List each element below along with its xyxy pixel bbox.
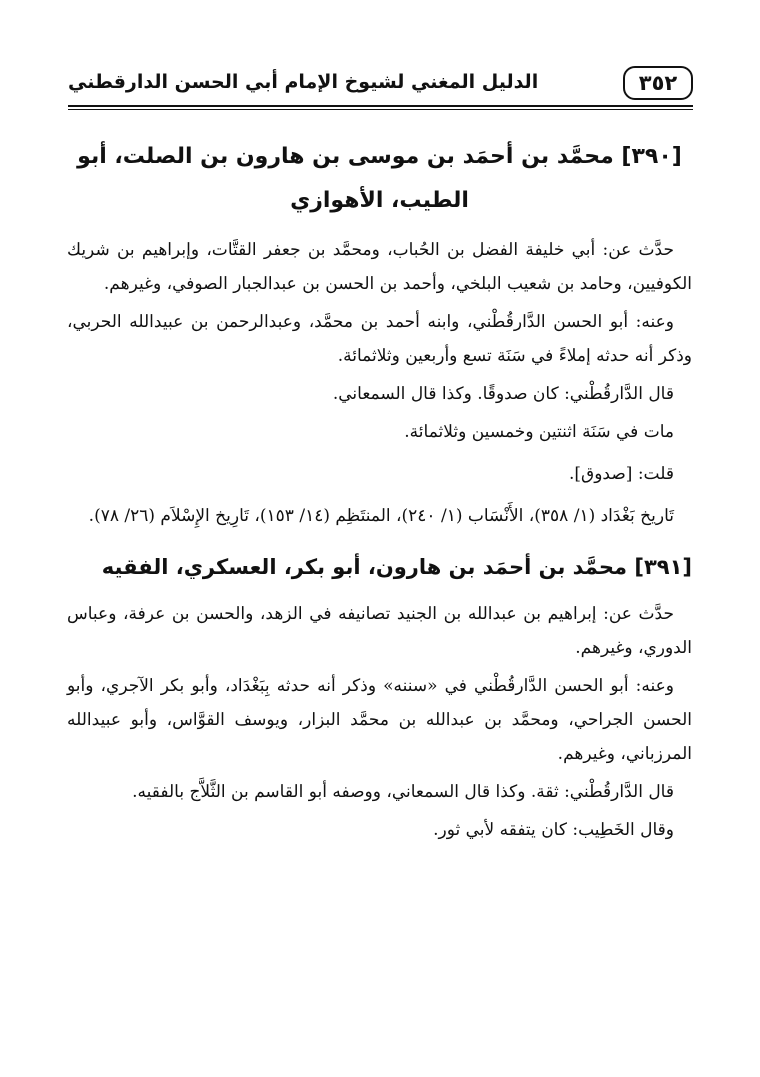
running-header (68, 64, 693, 106)
header-rule-thin (68, 109, 693, 110)
grading-paragraph: قال الدَّارقُطْني: ثقة. وكذا قال السمعاني، ووصفه أبو القاسم بن الثَّلاَّج بالفقيه. (132, 782, 674, 802)
khatib-paragraph: وقال الخَطِيب: كان يتفقه لأبي ثور. (433, 820, 674, 840)
header-rule (68, 105, 693, 107)
verdict-paragraph: قلت: [صدوق]. (568, 464, 674, 484)
narrated-from-paragraph: حدَّث عن: أبي خليفة الفضل بن الحُباب، ومحمَّد بن جعفر القتَّات، وإبراهيم بن شريك الكوفيين، وحامد بن شعيب البلخي، وأحمد بن الحسن بن عبدالجبار الصوفي، وغيرهم. (67, 240, 692, 294)
narrators-paragraph: وعنه: أبو الحسن الدَّارقُطْني، وابنه أحمد بن محمَّد، وعبدالرحمن بن عبيدالله الحربي، وذكر أنه حدثه إملاءً في سَنَة تسع وأربعين وثلاثمائة. (67, 312, 692, 366)
page-number: ٣٥٢ (623, 66, 693, 100)
narrators-paragraph: وعنه: أبو الحسن الدَّارقُطْني في «سننه» وذكر أنه حدثه بِبَغْدَاد، وأبو بكر الآجري، وأبو الحسن الجراحي، ومحمَّد بن عبدالله بن محمَّد البزار، ويوسف القوَّاس، وأبو عبيدالله المرزباني، وغيرهم. (67, 676, 692, 764)
entry-390 (67, 135, 692, 533)
page-body (67, 135, 692, 851)
running-title: الدليل المغني لشيوخ الإمام أبي الحسن الدارقطني (68, 71, 539, 93)
entry-heading: [٣٩١] محمَّد بن أحمَد بن هارون، أبو بكر، العسكري، الفقيه (101, 555, 692, 579)
death-paragraph: مات في سَنَة اثنتين وخمسين وثلاثمائة. (404, 422, 674, 442)
entry-heading: [٣٩٠] محمَّد بن أحمَد بن موسى بن هارون بن الصلت، أبو الطيب، الأهوازي (77, 144, 682, 213)
narrated-from-paragraph: حدَّث عن: إبراهيم بن عبدالله بن الجنيد تصانيفه في الزهد، والحسن بن عرفة، وعباس الدوري، وغيرهم. (67, 604, 692, 658)
references-paragraph: تَاريخ بَغْدَاد (١/ ٣٥٨)، الأَنْسَاب (١/ ٢٤٠)، المنتَظِم (١٤/ ١٥٣)، تَارِيخ الإِسْلاَم (٢٦/ ٧٨). (88, 506, 674, 526)
grading-paragraph: قال الدَّارقُطْني: كان صدوقًا. وكذا قال السمعاني. (332, 384, 674, 404)
entry-391 (67, 547, 692, 847)
